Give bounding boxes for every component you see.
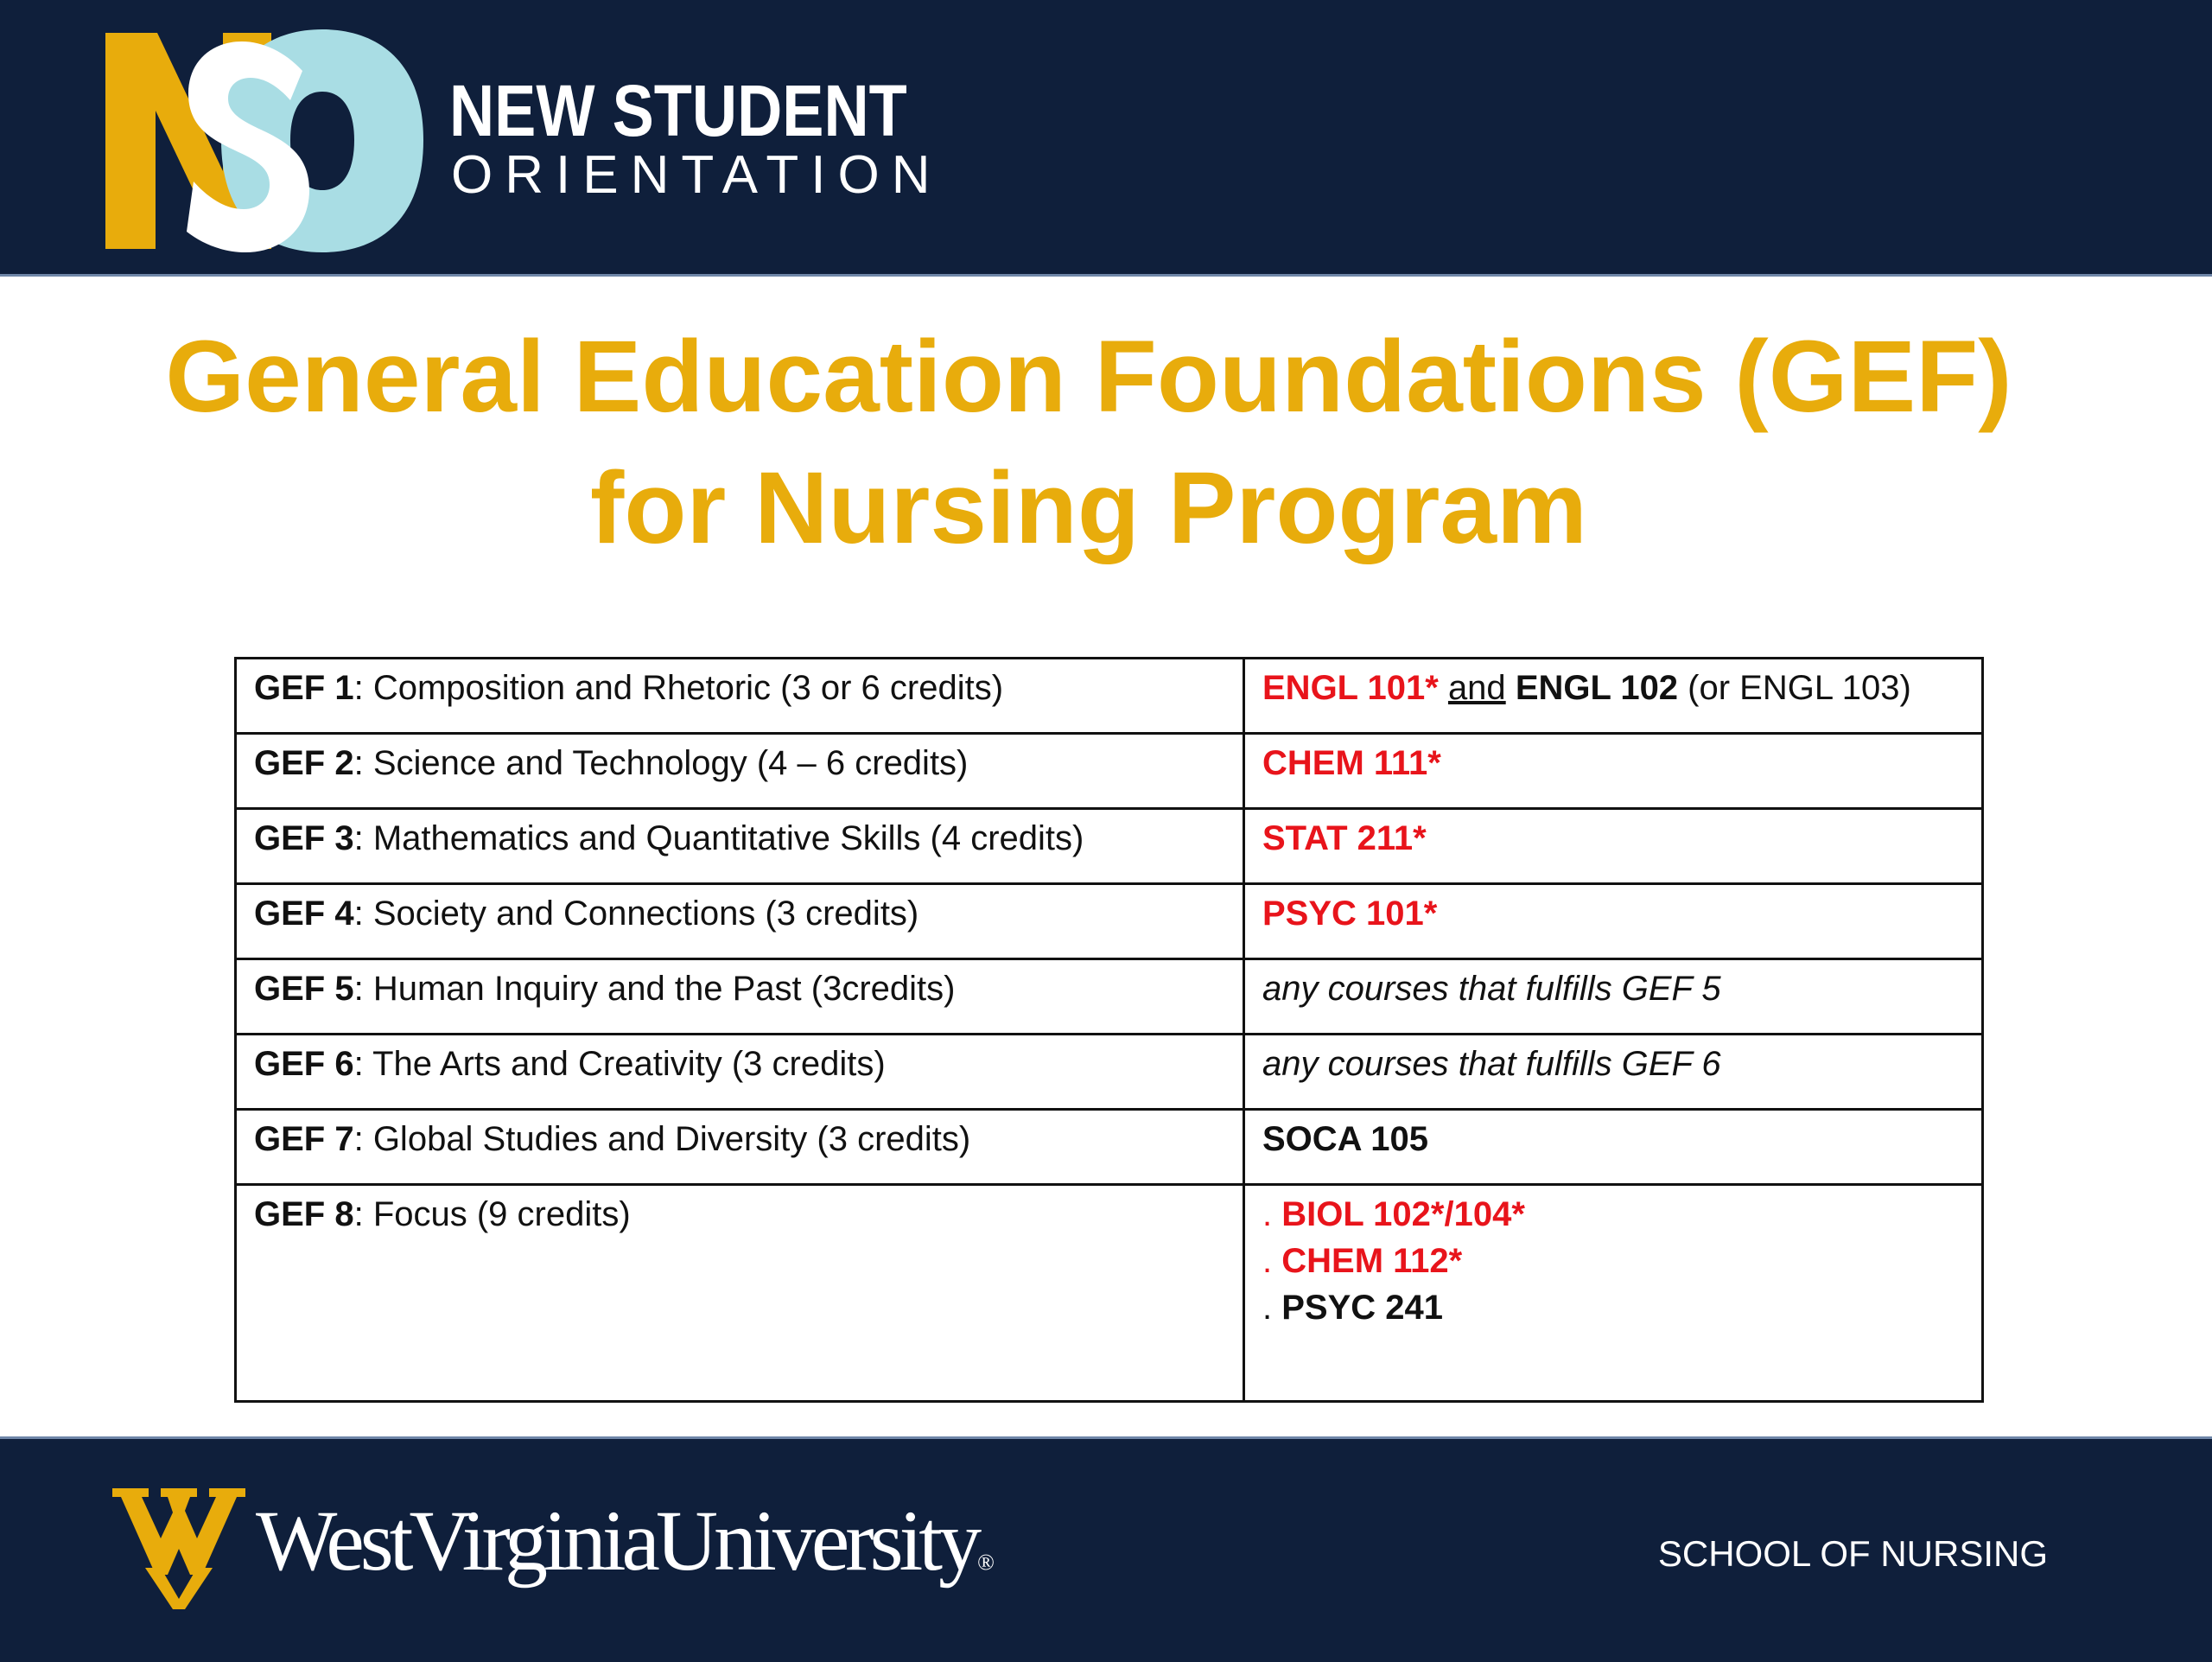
gef-category-cell	[236, 1035, 1244, 1110]
gef-course-cell	[1244, 1035, 1983, 1110]
course: SOCA 105	[1262, 1120, 1428, 1158]
table-row	[236, 809, 1983, 884]
list-bullet: .	[1262, 1242, 1282, 1280]
course-note: any courses that fulfills GEF 5	[1262, 970, 1721, 1008]
registered-mark: ®	[977, 1550, 995, 1575]
gef-description: : Human Inquiry and the Past (3credits)	[353, 970, 956, 1008]
gef-code: GEF 8	[254, 1195, 354, 1233]
gef-table	[234, 657, 1984, 1403]
gef-description: : Global Studies and Diversity (3 credits)	[353, 1120, 971, 1158]
gef-category-cell	[236, 809, 1244, 884]
course-required: BIOL 102*/104*	[1281, 1195, 1525, 1233]
gef-code: GEF 2	[254, 744, 354, 782]
course-required: CHEM 111*	[1262, 744, 1441, 782]
brand-title: NEW STUDENT	[449, 70, 907, 151]
course: ENGL 102	[1515, 669, 1679, 707]
page-title-line-2: for Nursing Program	[590, 451, 1587, 565]
course-alternative: (or ENGL 103)	[1678, 669, 1911, 707]
gef-code: GEF 6	[254, 1045, 354, 1083]
gef-course-cell	[1244, 1185, 1983, 1402]
focus-course-item	[1262, 1191, 1964, 1238]
table-row	[236, 1185, 1983, 1402]
wv-flying-logo-icon	[111, 1485, 247, 1609]
gef-course-cell	[1244, 659, 1983, 734]
gef-category-cell	[236, 659, 1244, 734]
table-row	[236, 659, 1983, 734]
table-row	[236, 1035, 1983, 1110]
gef-category-cell	[236, 959, 1244, 1035]
gef-category-cell	[236, 884, 1244, 959]
nso-logo	[102, 26, 430, 255]
table-row	[236, 884, 1983, 959]
focus-course-item	[1262, 1238, 1964, 1284]
university-name: WestVirginiaUniversity	[256, 1493, 978, 1589]
table-row	[236, 1110, 1983, 1185]
gef-description: : The Arts and Creativity (3 credits)	[353, 1045, 886, 1083]
course-required: STAT 211*	[1262, 819, 1427, 857]
gef-description: : Mathematics and Quantitative Skills (4 credits)	[353, 819, 1084, 857]
university-wordmark	[256, 1493, 995, 1589]
table-row	[236, 959, 1983, 1035]
gef-course-cell	[1244, 1110, 1983, 1185]
gef-code: GEF 3	[254, 819, 354, 857]
gef-course-cell	[1244, 959, 1983, 1035]
conjunction: and	[1447, 669, 1506, 707]
gef-code: GEF 4	[254, 895, 354, 933]
gef-category-cell	[236, 1185, 1244, 1402]
gef-description: : Science and Technology (4 – 6 credits)	[353, 744, 969, 782]
gef-code: GEF 7	[254, 1120, 354, 1158]
gef-description: : Composition and Rhetoric (3 or 6 credits)	[353, 669, 1004, 707]
page-title	[0, 311, 2177, 574]
gef-description: : Society and Connections (3 credits)	[353, 895, 919, 933]
gef-code: GEF 5	[254, 970, 354, 1008]
course-note: any courses that fulfills GEF 6	[1262, 1045, 1721, 1083]
list-bullet: .	[1262, 1195, 1282, 1233]
page-title-line-1: General Education Foundations (GEF)	[165, 320, 2012, 434]
course-required: CHEM 112*	[1281, 1242, 1463, 1280]
gef-course-cell	[1244, 734, 1983, 809]
course-required: PSYC 101*	[1262, 895, 1438, 933]
gef-code: GEF 1	[254, 669, 354, 707]
gef-description: : Focus (9 credits)	[353, 1195, 631, 1233]
school-name: SCHOOL OF NURSING	[1657, 1533, 2048, 1574]
focus-course-item	[1262, 1284, 1964, 1331]
gef-category-cell	[236, 734, 1244, 809]
gef-category-cell	[236, 1110, 1244, 1185]
course-required: ENGL 101*	[1262, 669, 1439, 707]
list-bullet: .	[1262, 1289, 1282, 1327]
table-row	[236, 734, 1983, 809]
course: PSYC 241	[1281, 1289, 1444, 1327]
gef-course-cell	[1244, 809, 1983, 884]
brand-subtitle: ORIENTATION	[451, 145, 943, 205]
gef-course-cell	[1244, 884, 1983, 959]
